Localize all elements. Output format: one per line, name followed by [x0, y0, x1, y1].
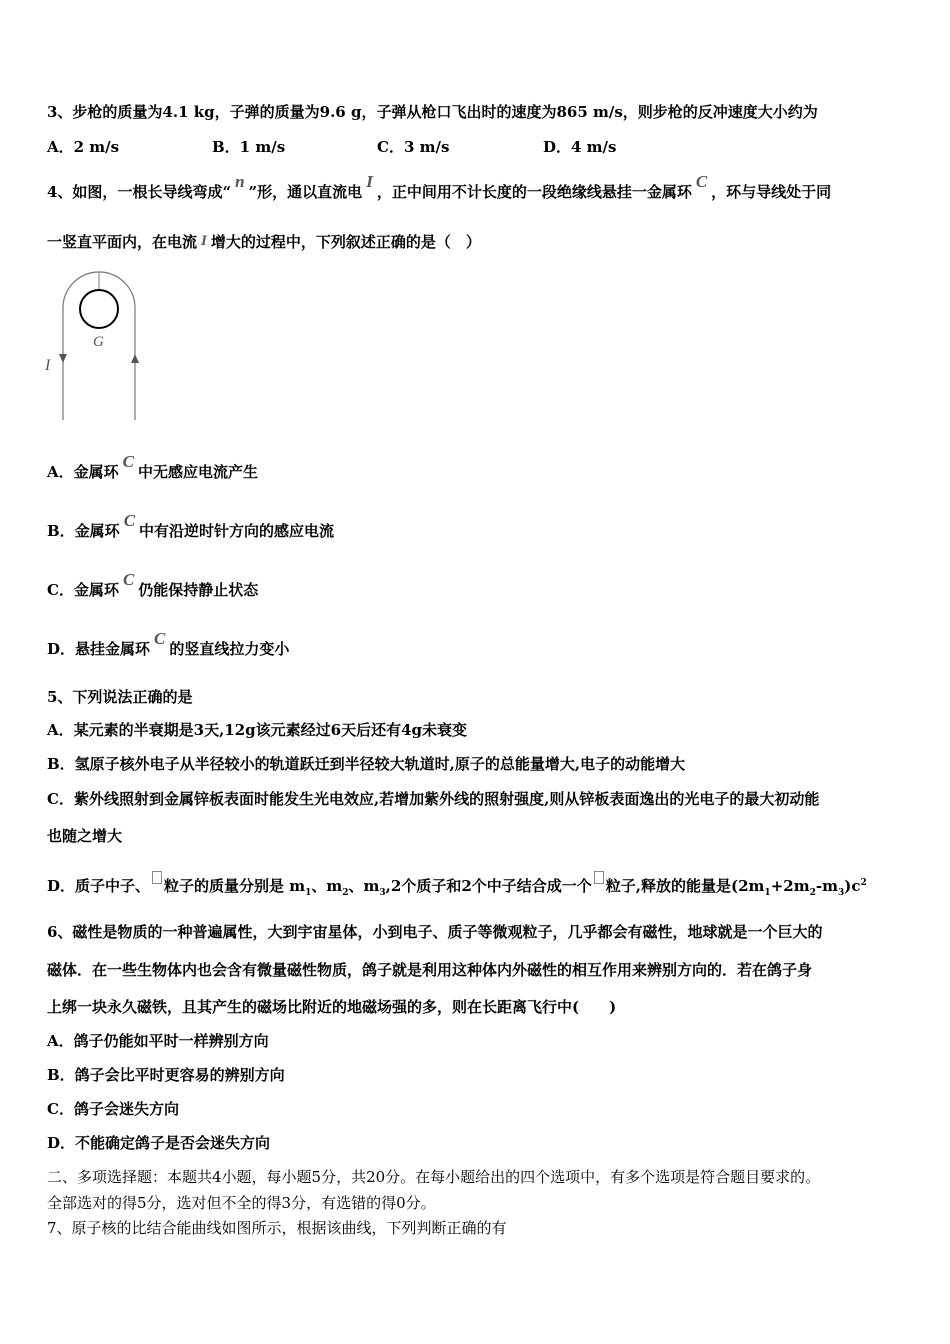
- q5-option-b: B．氢原子核外电子从半径较小的轨道跃迁到半径较大轨道时,原子的总能量增大,电子的动能增大: [47, 755, 686, 773]
- q4-stem-c: ，正中间用不计长度的一段绝缘线悬挂一金属环: [376, 183, 692, 201]
- q5-d-part5: ,2个质子和2个中子结合成一个: [385, 877, 592, 895]
- sub-3: 3: [379, 888, 386, 898]
- q5-d-part1: D．质子中子、: [47, 877, 151, 895]
- sub-1: 1: [305, 888, 312, 898]
- sub-2: 2: [342, 888, 349, 898]
- metal-ring: [80, 290, 118, 328]
- section2-line1: 二、多项选择题：本题共4小题，每小题5分，共20分。在每小题给出的四个选项中，有多个选项是符合题目要求的。: [47, 1168, 821, 1186]
- q4-option-d-pre: D．悬挂金属环: [47, 640, 151, 658]
- q4-stem-a: 4、如图，一根长导线弯成“: [47, 183, 232, 201]
- q4-option-c-post: 仍能保持静止状态: [138, 581, 259, 599]
- q4-option-b-pre: B．金属环: [47, 522, 120, 540]
- q3-stem: 3、步枪的质量为4.1 kg，子弹的质量为9.6 g，子弹从枪口飞出时的速度为865 m/s，则步枪的反冲速度大小约为: [47, 103, 818, 121]
- q4-stem-line1: [47, 172, 832, 202]
- var-c-b: C: [123, 511, 136, 530]
- q6-stem-line3: 上绑一块永久磁铁，且其产生的磁场比附近的地磁场强的多，则在长距离飞行中( ): [47, 998, 617, 1016]
- q4-option-a-post: 中无感应电流产生: [137, 463, 258, 481]
- var-c-c: C: [122, 570, 135, 589]
- sup-2: 2: [860, 878, 867, 888]
- q4-option-c-pre: C．金属环: [47, 581, 119, 599]
- q3-option-c: C．3 m/s: [377, 138, 450, 156]
- var-c: C: [695, 172, 708, 191]
- var-c-d: C: [154, 629, 166, 648]
- q4-stem2-a: 一竖直平面内，在电流: [47, 233, 198, 251]
- q4-option-d: [47, 629, 290, 659]
- q4-option-b: [47, 511, 335, 541]
- var-i-2: I: [201, 233, 207, 249]
- q4-stem2-b: 增大的过程中，下列叙述正确的是（ ）: [210, 233, 481, 251]
- q5-d-part8: -m: [815, 877, 838, 895]
- q5-d-part7: +2m: [770, 877, 810, 895]
- var-n: n: [235, 172, 245, 191]
- q6-option-d: D．不能确定鸽子是否会迷失方向: [47, 1134, 271, 1152]
- q3-option-d: D．4 m/s: [543, 138, 617, 156]
- q5-d-part6: 粒子,释放的能量是(2m: [605, 877, 765, 895]
- q3-option-a: A．2 m/s: [47, 138, 120, 156]
- q7-stem: 7、原子核的比结合能曲线如图所示，根据该曲线，下列判断正确的有: [47, 1219, 507, 1237]
- wire-ring-figure: [55, 260, 165, 425]
- sub-1b: 1: [764, 888, 771, 898]
- q4-option-b-post: 中有沿逆时针方向的感应电流: [139, 522, 335, 540]
- q3-option-b: B．1 m/s: [212, 138, 286, 156]
- up-arrow-icon: [131, 354, 139, 363]
- q5-option-d: [47, 873, 867, 903]
- alpha-placeholder-icon: [152, 871, 162, 884]
- q4-option-c: [47, 570, 259, 600]
- q4-stem-d: ，环与导线处于同: [711, 183, 832, 201]
- q4-stem-line2: [47, 232, 481, 253]
- q5-d-part2: 粒子的质量分别是 m: [164, 877, 306, 895]
- q5-d-part3: 、m: [311, 877, 343, 895]
- q5-option-c-line1: C．紫外线照射到金属锌板表面时能发生光电效应,若增加紫外线的照射强度,则从锌板表面逸出的光电子的最大初动能: [47, 790, 820, 808]
- sub-3b: 3: [837, 888, 845, 898]
- q5-option-c-line2: 也随之增大: [47, 827, 123, 845]
- var-i: I: [366, 172, 373, 191]
- q5-d-part4: 、m: [348, 877, 380, 895]
- q6-option-b: B．鸽子会比平时更容易的辨别方向: [47, 1066, 285, 1084]
- q4-option-a: [47, 452, 258, 482]
- q4-stem-b: ”形，通以直流电: [248, 183, 363, 201]
- sub-2b: 2: [809, 888, 816, 898]
- q5-d-part9: )c: [844, 877, 861, 895]
- q6-option-a: A．鸽子仍能如平时一样辨别方向: [47, 1032, 269, 1050]
- q5-option-a: A．某元素的半衰期是3天,12g该元素经过6天后还有4g未衰变: [47, 721, 468, 739]
- q6-option-c: C．鸽子会迷失方向: [47, 1100, 179, 1118]
- ring-label: G: [93, 334, 104, 350]
- section2-line2: 全部选对的得5分，选对但不全的得3分，有选错的得0分。: [47, 1194, 436, 1212]
- down-arrow-icon: [59, 354, 67, 363]
- q6-stem-line1: 6、磁性是物质的一种普遍属性，大到宇宙星体，小到电子、质子等微观粒子，几乎都会有磁性，地球就是一个巨大的: [47, 923, 823, 941]
- alpha-placeholder-icon: [594, 871, 604, 884]
- var-c-a: C: [122, 452, 134, 471]
- current-label: I: [45, 357, 51, 374]
- q4-option-a-pre: A．金属环: [47, 463, 119, 481]
- q4-option-d-post: 的竖直线拉力变小: [169, 640, 290, 658]
- q5-stem: 5、下列说法正确的是: [47, 688, 193, 706]
- q6-stem-line2: 磁体．在一些生物体内也会含有微量磁性物质，鸽子就是利用这种体内外磁性的相互作用来辨别方向的．若在鸽子身: [47, 961, 813, 979]
